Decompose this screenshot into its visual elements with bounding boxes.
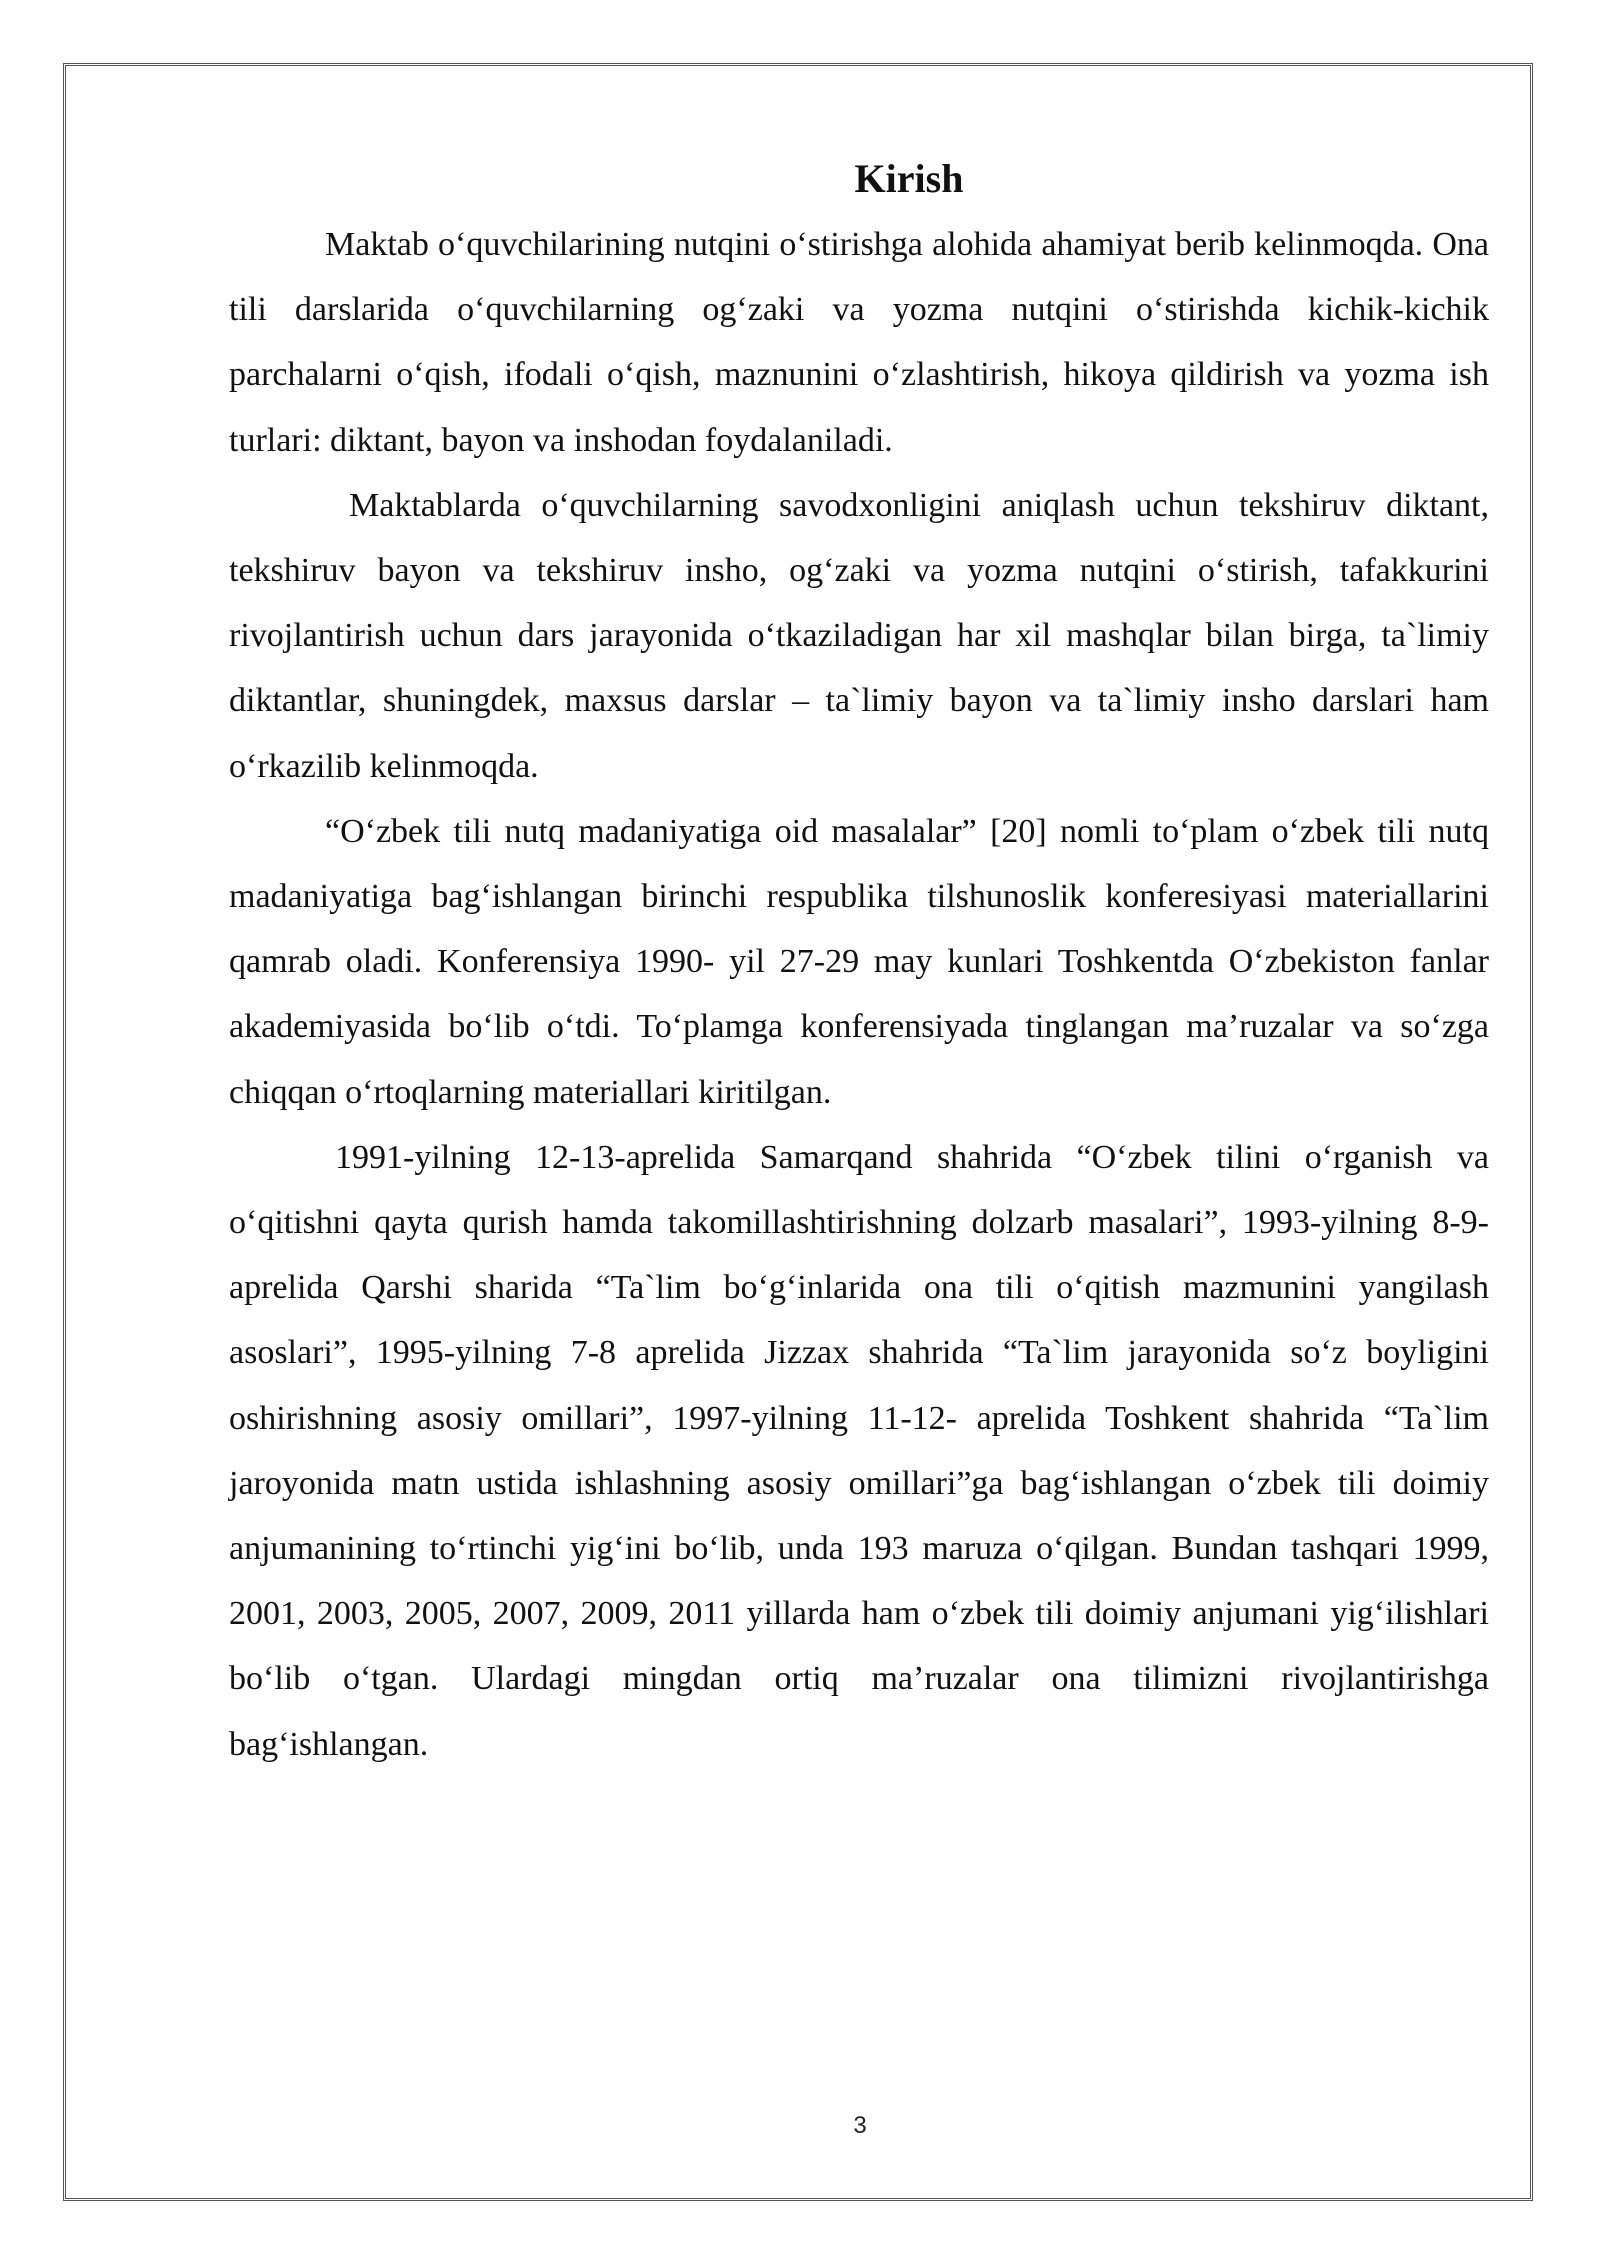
page-number: 3	[853, 2112, 867, 2139]
paragraph-3: “O‘zbek tili nutq madaniyatiga oid masalalar” [20] nomli to‘plam o‘zbek tili nutq madaniyatiga bag‘ishlangan birinchi respublika tilshunoslik konferesiyasi materiallarini qamrab oladi. Konferensiya 1990- yil 27-29 may kunlari Toshkentda O‘zbekiston fanlar akademiyasida bo‘lib o‘tdi. To‘plamga konferensiyada tinglangan ma’ruzalar va so‘zga chiqqan o‘rtoqlarning materiallari kiritilgan.	[229, 812, 1489, 1111]
paragraph-1: Maktab o‘quvchilarining nutqini o‘stirishga alohida ahamiyat berib kelinmoqda. Ona tili darslarida o‘quvchilarning og‘zaki va yozma nutqini o‘stirishda kichik-kichik parchalarni o‘qish, ifodali o‘qish, maznunini o‘zlashtirish, hikoya qildirish va yozma ish turlari: diktant, bayon va inshodan foydalaniladi.	[229, 226, 1489, 459]
document-body	[229, 150, 1489, 1777]
paragraph-2: Maktablarda o‘quvchilarning savodxonligini aniqlash uchun tekshiruv diktant, tekshiruv bayon va tekshiruv insho, og‘zaki va yozma nutqini o‘stirish, tafakkurini rivojlantirish uchun dars jarayonida o‘tkaziladigan har xil mashqlar bilan birga, ta`limiy diktantlar, shuningdek, maxsus darslar – ta`limiy bayon va ta`limiy insho darslari ham o‘rkazilib kelinmoqda.	[229, 486, 1489, 785]
page-title: Kirish	[854, 156, 964, 201]
paragraph-4: 1991-yilning 12-13-aprelida Samarqand shahrida “O‘zbek tilini o‘rganish va o‘qitishni qayta qurish hamda takomillashtirishning dolzarb masalari”, 1993-yilning 8-9-aprelida Qarshi sharida “Ta`lim bo‘g‘inlarida ona tili o‘qitish mazmunini yangilash asoslari”, 1995-yilning 7-8 aprelida Jizzax shahrida “Ta`lim jarayonida so‘z boyligini oshirishning asosiy omillari”, 1997-yilning 11-12- aprelida Toshkent shahrida “Ta`lim jaroyonida matn ustida ishlashning asosiy omillari”ga bag‘ishlangan o‘zbek tili doimiy anjumanining to‘rtinchi yig‘ini bo‘lib, unda 193 maruza o‘qilgan. Bundan tashqari 1999, 2001, 2003, 2005, 2007, 2009, 2011 yillarda ham o‘zbek tili doimiy anjumani yig‘ilishlari bo‘lib o‘tgan. Ulardagi mingdan ortiq ma’ruzalar ona tilimizni rivojlantirishga bag‘ishlangan.	[229, 1138, 1489, 1763]
